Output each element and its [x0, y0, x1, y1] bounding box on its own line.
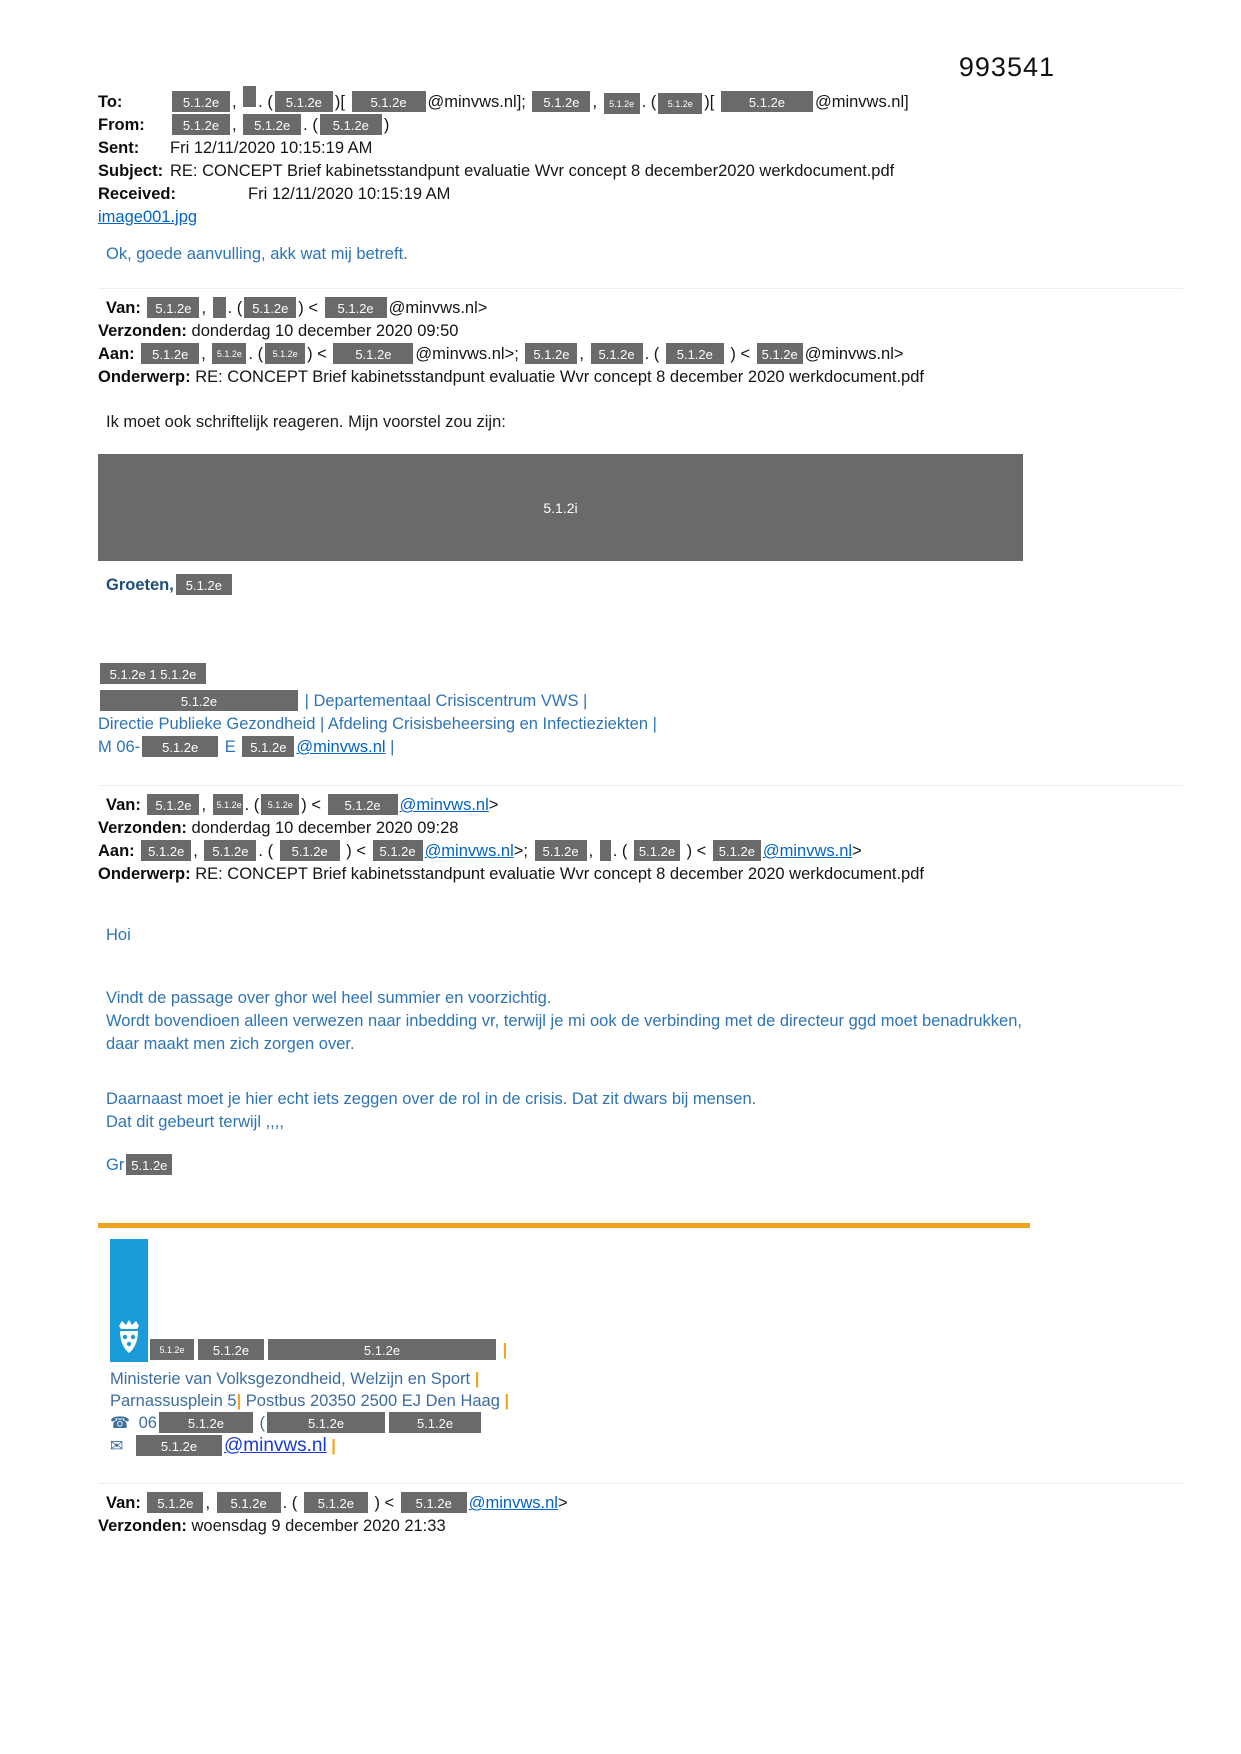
redaction-box: 5.1.2e	[141, 840, 191, 861]
document-number: 993541	[958, 52, 1055, 82]
b-van	[106, 1492, 1183, 1515]
body-hoi: Hoi	[106, 926, 131, 944]
redaction-box: 5.1.2e	[532, 91, 590, 112]
text-segment: ,	[205, 1494, 215, 1512]
quoted-header-1	[98, 288, 1183, 389]
email-link[interactable]: @minvws.nl	[468, 1494, 558, 1512]
redaction-box: 5.1.2e	[213, 794, 243, 815]
redaction-box: 5.1.2e	[757, 343, 803, 364]
text-segment: ) <	[369, 1494, 399, 1512]
text-segment: ) <	[681, 842, 711, 860]
field-label: Verzonden:	[98, 1517, 192, 1535]
email-link[interactable]: image001.jpg	[98, 208, 198, 226]
field-label: Sent:	[98, 139, 140, 157]
text-segment: . (	[644, 345, 664, 363]
redaction-box: 5.1.2e	[261, 794, 299, 815]
text-segment: ,	[579, 345, 589, 363]
redaction-box: 5.1.2e	[333, 343, 413, 364]
q1-verzonden	[98, 320, 1183, 343]
text-segment: )[	[704, 93, 719, 111]
text-segment: Fri 12/11/2020 10:15:19 AM	[248, 185, 451, 203]
separator: |	[474, 1370, 480, 1388]
sig2-mail	[110, 1435, 1183, 1458]
sig1-name	[98, 663, 1183, 686]
sig2-names	[148, 1239, 1183, 1361]
redaction-box: 5.1.2e	[713, 840, 761, 861]
text-segment: >;	[513, 842, 533, 860]
redaction-box: 5.1.2e	[275, 91, 333, 112]
q2-aan	[98, 840, 1183, 863]
email-link[interactable]: @minvws.nl	[762, 842, 853, 860]
redaction-box: 5.1.2e	[268, 1339, 496, 1360]
redaction-box	[243, 86, 256, 107]
text-segment: @minvws.nl>	[388, 299, 488, 317]
body-line-5: Dat dit gebeurt terwijl ,,,,	[106, 1113, 284, 1131]
body-line-3: daar maakt men zich zorgen over.	[106, 1035, 355, 1053]
text-segment: 06	[134, 1414, 157, 1432]
text-segment: |	[385, 738, 395, 756]
text-segment: @minvws.nl>	[804, 345, 904, 363]
text-segment: . (	[227, 299, 243, 317]
redaction-box: 5.1.2e	[141, 343, 199, 364]
gr-row	[106, 1154, 1183, 1177]
orange-divider	[98, 1223, 1030, 1228]
body-line-4: Daarnaast moet je hier echt iets zeggen over de rol in de crisis. Dat zit dwars bij mensen.	[106, 1090, 757, 1108]
q1-aan	[98, 343, 1183, 366]
redaction-box: 5.1.2e	[126, 1154, 172, 1175]
redaction-box: 5.1.2e	[198, 1339, 264, 1360]
text-segment: ,	[592, 93, 602, 111]
header-row-to	[98, 86, 1183, 114]
sig2-address	[110, 1390, 1183, 1412]
redaction-box: 5.1.2e	[373, 840, 423, 861]
text-segment: Groeten,	[106, 576, 174, 594]
redaction-label: 5.1.2i	[543, 499, 578, 516]
redaction-box: 5.1.2e	[147, 297, 199, 318]
text-segment: @minvws.nl];	[427, 93, 531, 111]
redaction-box: 5.1.2e	[217, 1492, 281, 1513]
email-content	[98, 86, 1183, 1538]
redaction-box: 5.1.2e	[535, 840, 587, 861]
text-segment: ,	[193, 842, 203, 860]
text-segment: Ministerie van Volksgezondheid, Welzijn en Sport	[110, 1370, 475, 1388]
redaction-box: 5.1.2e	[328, 794, 398, 815]
redaction-box: 5.1.2e	[591, 343, 643, 364]
text-segment: >	[557, 1494, 568, 1512]
q1-onderwerp	[98, 366, 1183, 389]
field-label: Aan:	[98, 345, 140, 363]
text-segment: Gr	[106, 1156, 125, 1174]
phone-icon: ☎	[110, 1415, 130, 1432]
text-segment: RE: CONCEPT Brief kabinetsstandpunt evaluatie Wvr concept 8 december 2020 werkdocument.pdf	[195, 865, 924, 883]
redaction-box: 5.1.2e	[389, 1412, 481, 1433]
text-segment: Parnassusplein 5	[110, 1392, 237, 1410]
text-segment: ,	[588, 842, 598, 860]
field-label: Received:	[98, 185, 176, 203]
text-segment: ,	[201, 299, 211, 317]
field-label: Van:	[106, 1494, 146, 1512]
redaction-box: 5.1.2e	[243, 114, 301, 135]
text-segment: @minvws.nl]	[814, 93, 909, 111]
field-label: Van:	[106, 299, 146, 317]
field-label: Onderwerp:	[98, 865, 196, 883]
redaction-box: 5.1.2e	[136, 1435, 222, 1456]
text-segment: . (	[258, 842, 278, 860]
text-segment: . (	[244, 796, 260, 814]
text-segment: @minvws.nl>;	[415, 345, 524, 363]
b-verzonden	[98, 1515, 1183, 1538]
redaction-box: 5.1.2e	[147, 794, 199, 815]
text-segment: ) <	[307, 345, 332, 363]
redaction-box: 5.1.2e	[100, 690, 298, 711]
reply-text: Ok, goede aanvulling, akk wat mij betreft.	[106, 245, 408, 263]
header-row-from	[98, 114, 1183, 137]
field-label: Subject:	[98, 162, 164, 180]
text-segment: ,	[201, 345, 211, 363]
redaction-box: 5.1.2e	[666, 343, 724, 364]
text-segment: ) <	[725, 345, 755, 363]
redaction-box: 5.1.2e	[212, 343, 246, 364]
redaction-box	[600, 840, 611, 861]
text-segment: donderdag 10 december 2020 09:28	[191, 819, 459, 837]
sig1-directie	[98, 713, 1183, 736]
redaction-box: 5.1.2e	[401, 1492, 467, 1513]
mail-icon: ✉	[110, 1438, 124, 1455]
text-segment: . (	[282, 1494, 302, 1512]
redaction-box: 5.1.2e	[204, 840, 256, 861]
field-label: Van:	[106, 796, 146, 814]
q1-van	[106, 297, 1183, 320]
redaction-box: 5.1.2e	[172, 91, 230, 112]
groeten-row	[106, 574, 1183, 597]
redaction-box: 5.1.2e	[159, 1412, 253, 1433]
redaction-box: 5.1.2e	[244, 297, 296, 318]
redaction-box: 5.1.2e	[721, 91, 813, 112]
text-segment: M 06-	[98, 738, 141, 756]
redaction-box: 5.1.2e	[304, 1492, 368, 1513]
redaction-box: 5.1.2e	[634, 840, 680, 861]
q2-onderwerp	[98, 863, 1183, 886]
text-segment: >	[488, 796, 499, 814]
sig2-phone	[110, 1412, 1183, 1435]
sig2-ministry	[110, 1368, 1183, 1390]
redaction-box: 5.1.2e 1 5.1.2e	[100, 663, 206, 684]
signature-block-1	[98, 663, 1183, 759]
text-segment: ,	[201, 796, 211, 814]
field-label: Onderwerp:	[98, 368, 196, 386]
text-segment: Postbus 20350 2500 EJ Den Haag	[241, 1392, 505, 1410]
field-label: To:	[98, 93, 123, 111]
text-segment: ,	[232, 116, 242, 134]
header-row-sent	[98, 137, 1183, 160]
text-segment: )[	[334, 93, 350, 111]
text-segment: )	[383, 116, 390, 134]
redaction-box: 5.1.2e	[142, 736, 218, 757]
text-segment: . (	[641, 93, 657, 111]
header-row-received	[98, 183, 1183, 206]
body-line-1: Vindt de passage over ghor wel heel summier en voorzichtig.	[106, 989, 552, 1007]
text-segment: ,	[232, 93, 242, 111]
q2-verzonden	[98, 817, 1183, 840]
field-label: Verzonden:	[98, 819, 192, 837]
signature-block-2	[98, 1239, 1183, 1456]
text-segment: >	[852, 842, 862, 860]
redaction-box: 5.1.2e	[150, 1339, 194, 1360]
attachment-link-row	[98, 206, 1183, 229]
redaction-box: 5.1.2e	[658, 93, 702, 114]
sig1-contact	[98, 736, 1183, 759]
text-segment: donderdag 10 december 2020 09:50	[191, 322, 459, 340]
redaction-box	[213, 297, 226, 318]
body-text: Ik moet ook schriftelijk reageren. Mijn voorstel zou zijn:	[106, 413, 506, 431]
redaction-box: 5.1.2e	[147, 1492, 203, 1513]
text-segment: . (	[248, 345, 264, 363]
email-link[interactable]: @minvws.nl	[224, 1435, 327, 1456]
email-link[interactable]: @minvws.nl	[296, 738, 386, 756]
text-segment: Directie Publieke Gezondheid | Afdeling Crisisbeheersing en Infectieziekten |	[98, 715, 657, 733]
text-segment: ) <	[301, 796, 326, 814]
redaction-box: 5.1.2e	[172, 114, 230, 135]
redaction-box: 5.1.2e	[325, 297, 387, 318]
rijksoverheid-emblem	[114, 1318, 144, 1358]
redaction-box: 5.1.2e	[604, 93, 640, 114]
header-row-subject	[98, 160, 1183, 183]
field-label: From:	[98, 116, 145, 134]
email-link[interactable]: @minvws.nl	[399, 796, 489, 814]
separator: |	[236, 1392, 242, 1410]
text-segment: Fri 12/11/2020 10:15:19 AM	[170, 139, 373, 157]
redaction-box: 5.1.2e	[280, 840, 340, 861]
separator: |	[504, 1392, 510, 1410]
redaction-box: 5.1.2e	[242, 736, 294, 757]
text-segment: | Departementaal Crisiscentrum VWS |	[300, 692, 588, 710]
quoted-header-2	[98, 785, 1183, 886]
q2-van	[106, 794, 1183, 817]
redaction-box: 5.1.2e	[267, 1412, 385, 1433]
text-segment: woensdag 9 december 2020 21:33	[191, 1517, 446, 1535]
text-segment: ) <	[341, 842, 371, 860]
ministry-logo	[110, 1239, 148, 1362]
text-segment: RE: CONCEPT Brief kabinetsstandpunt evaluatie Wvr concept 8 december2020 werkdocument.pdf	[170, 162, 895, 180]
redaction-box: 5.1.2e	[176, 574, 232, 595]
text-segment: . (	[612, 842, 632, 860]
quoted-header-3	[98, 1483, 1183, 1538]
redaction-box: 5.1.2e	[525, 343, 577, 364]
text-segment: (	[254, 1414, 266, 1432]
separator: |	[498, 1341, 508, 1359]
text-segment: ) <	[298, 299, 323, 317]
email-header	[98, 86, 1183, 229]
text-segment: RE: CONCEPT Brief kabinetsstandpunt evaluatie Wvr concept 8 december 2020 werkdocument.pdf	[195, 368, 924, 386]
redaction-box: 5.1.2e	[320, 114, 382, 135]
text-segment: . (	[258, 93, 273, 111]
field-label: Verzonden:	[98, 322, 192, 340]
text-segment: . (	[303, 116, 318, 134]
redaction-box: 5.1.2e	[265, 343, 305, 364]
field-label: Aan:	[98, 842, 140, 860]
email-link[interactable]: @minvws.nl	[424, 842, 514, 860]
body-line-2: Wordt bovendioen alleen verwezen naar inbedding vr, terwijl je mi ook de verbinding met de directeur ggd moet benadrukken,	[106, 1012, 1022, 1030]
text-segment: E	[220, 738, 241, 756]
separator: |	[326, 1437, 336, 1455]
redaction-box: 5.1.2e	[352, 91, 426, 112]
redaction-block	[98, 454, 1023, 561]
sig1-unit	[98, 690, 1183, 713]
